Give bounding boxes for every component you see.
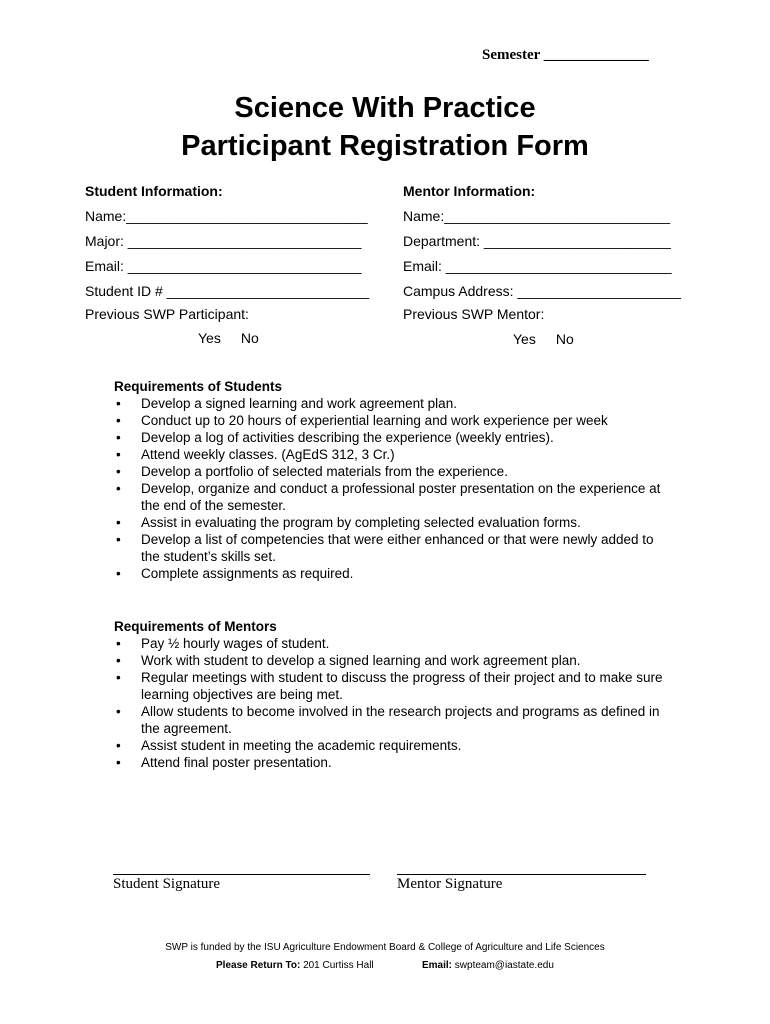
form-title: Science With Practice: [234, 92, 536, 124]
student-info-heading: Student Information:: [85, 183, 223, 199]
participant-no-option[interactable]: No: [240, 330, 259, 346]
previous-mentor-label: Previous SWP Mentor:: [403, 306, 545, 322]
email-label: Email:: [422, 960, 453, 971]
list-item: • Assist student in meeting the academic requirements.: [114, 737, 674, 754]
previous-participant-label: Previous SWP Participant:: [85, 306, 249, 322]
participant-yes-option[interactable]: Yes: [198, 330, 221, 346]
email-value[interactable]: swpteam@iastate.edu: [454, 960, 554, 971]
student-requirements-heading: Requirements of Students: [114, 379, 283, 394]
list-item: • Pay ½ hourly wages of student.: [114, 635, 674, 652]
list-item: • Work with student to develop a signed learning and work agreement plan.: [114, 652, 674, 669]
semester-field[interactable]: Semester ______________: [482, 47, 649, 63]
mentor-yes-no: [513, 331, 594, 347]
return-value: 201 Curtiss Hall: [303, 960, 374, 971]
funding-note: SWP is funded by the ISU Agriculture Endowment Board & College of Agriculture and Life Sciences: [165, 942, 605, 953]
list-item: • Develop a log of activities describing the experience (weekly entries).: [114, 429, 674, 446]
list-item: • Develop a portfolio of selected materials from the experience.: [114, 463, 674, 480]
student-major-field[interactable]: Major: ______________________________: [85, 233, 362, 249]
form-subtitle: Participant Registration Form: [181, 130, 589, 162]
mentor-signature-label: Mentor Signature: [397, 876, 503, 892]
list-item: • Allow students to become involved in the research projects and programs as defined in the agreement.: [114, 703, 674, 737]
mentor-requirements-heading: Requirements of Mentors: [114, 619, 277, 634]
student-name-field[interactable]: Name:_______________________________: [85, 208, 368, 224]
list-item: • Develop, organize and conduct a professional poster presentation on the experience at the end of the semester.: [114, 480, 674, 514]
student-id-field[interactable]: Student ID # __________________________: [85, 283, 370, 299]
list-item: • Develop a signed learning and work agreement plan.: [114, 395, 674, 412]
student-requirements-section: [114, 378, 674, 582]
list-item: • Attend final poster presentation.: [114, 754, 674, 771]
participant-yes-no: [198, 330, 279, 346]
mentor-no-option[interactable]: No: [555, 331, 574, 347]
return-address: [216, 960, 374, 971]
mentor-requirements-section: [114, 618, 674, 771]
list-item: • Develop a list of competencies that were either enhanced or that were newly added to the student’s skills set.: [114, 531, 674, 565]
mentor-campus-field[interactable]: Campus Address: _____________________: [403, 283, 681, 299]
student-signature-line[interactable]: [113, 874, 370, 875]
list-item: • Assist in evaluating the program by completing selected evaluation forms.: [114, 514, 674, 531]
mentor-name-field[interactable]: Name:_____________________________: [403, 208, 671, 224]
mentor-department-field[interactable]: Department: ________________________: [403, 233, 671, 249]
mentor-info-heading: Mentor Information:: [403, 183, 536, 199]
list-item: • Attend weekly classes. (AgEdS 312, 3 Cr.): [114, 446, 674, 463]
list-item: • Conduct up to 20 hours of experiential learning and work experience per week: [114, 412, 674, 429]
student-signature-label: Student Signature: [113, 876, 221, 892]
mentor-signature-line[interactable]: [397, 874, 646, 875]
mentor-requirements-list: [114, 635, 674, 771]
student-email-field[interactable]: Email: ______________________________: [85, 258, 362, 274]
mentor-email-field[interactable]: Email: _____________________________: [403, 258, 672, 274]
list-item: • Complete assignments as required.: [114, 565, 674, 582]
student-requirements-list: [114, 395, 674, 582]
mentor-yes-option[interactable]: Yes: [513, 331, 536, 347]
return-label: Please Return To:: [216, 960, 301, 971]
contact-email: [422, 960, 554, 971]
list-item: • Regular meetings with student to discuss the progress of their project and to make sure learning objectives are being met.: [114, 669, 674, 703]
